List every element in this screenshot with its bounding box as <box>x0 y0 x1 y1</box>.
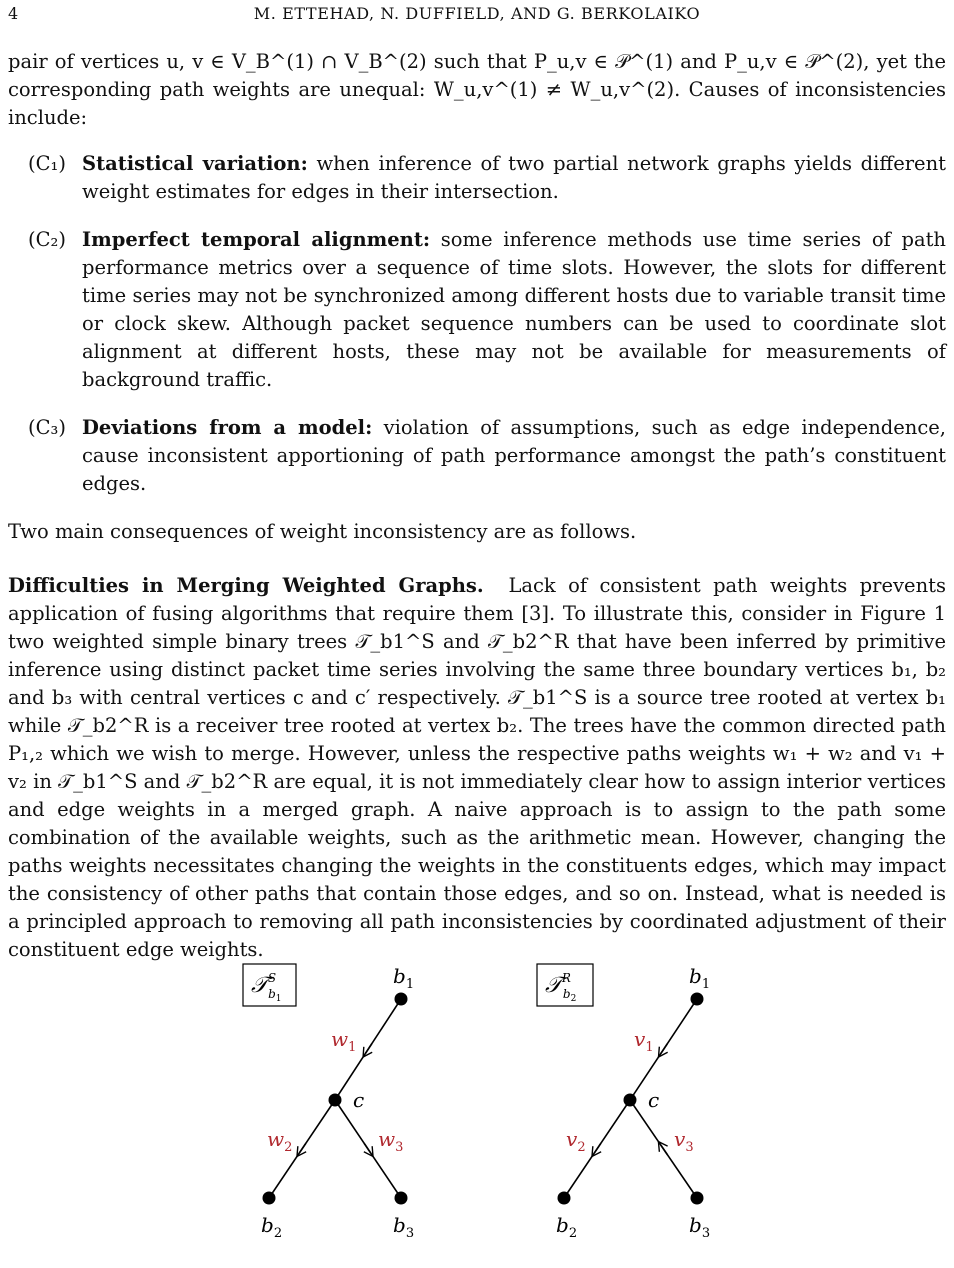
tree-label: 𝒯$^S$ b1 <box>251 971 282 1004</box>
vertex-label-leaf-right: $b_3$ <box>393 1213 415 1241</box>
cause-body: some inference methods use time series of path performance metrics over a sequence of time slots. However, the slots for different time series may not be synchronized among different hosts due to variable transit time or clock skew. Although packet sequence numbers can be used to coordinate slot alignment at different hosts, these may not be available for measurements of background traffic. <box>82 228 946 391</box>
edge-weight-label: $v_1$ <box>634 1027 654 1055</box>
cause-item-c2 <box>8 226 946 394</box>
cause-item-c3 <box>8 414 946 498</box>
node-root <box>691 993 704 1006</box>
vertex-label-root: $b_1$ <box>393 964 415 992</box>
node-leaf-right <box>691 1192 704 1205</box>
section-text: Lack of consistent path weights prevents application of fusing algorithms that require them [3]. To illustrate this, consider in Figure 1 two weighted simple binary trees 𝒯_b1^S and 𝒯_b2^R that have been inferred by primitive inference using distinct packet time series involving the same three boundary vertices b₁, b₂ and b₃ with central vertices c and c′ respectively. 𝒯_b1^S is a source tree rooted at vertex b₁ while 𝒯_b2^R is a receiver tree rooted at vertex b₂. The trees have the common directed path P₁,₂ which we wish to merge. However, unless the respective paths weights w₁ + w₂ and v₁ + v₂ in 𝒯_b1^S and 𝒯_b2^R are equal, it is not immediately clear how to assign interior vertices and edge weights in a merged graph. A naive approach is to assign to the path some combination of the available weights, such as the arithmetic mean. However, changing the paths weights necessitates changing the weights in the constituents edges, which may impact the consistency of other paths that contain those edges, and so on. Instead, what is needed is a principled approach to removing all path inconsistencies by coordinated adjustment of their constituent edge weights. <box>8 574 946 961</box>
page-body <box>8 48 946 964</box>
vertex-label-leaf-left: $b_2$ <box>556 1213 578 1241</box>
consequences-intro: Two main consequences of weight inconsistency are as follows. <box>8 520 637 543</box>
edge-weight-label: $v_2$ <box>566 1127 586 1155</box>
page-number: 4 <box>8 4 19 23</box>
cause-label: (C₃) <box>28 416 66 439</box>
vertex-label-center: c <box>353 1088 365 1112</box>
cause-text <box>82 226 946 394</box>
edge-right-arrow <box>364 1143 371 1153</box>
vertex-label-center: c <box>648 1088 660 1112</box>
cause-body: violation of assumptions, such as edge independence, cause inconsistent apportioning of path performance amongst the path’s constituent edges. <box>82 416 946 495</box>
vertex-label-leaf-left: $b_2$ <box>261 1213 283 1241</box>
paragraph-opening-text: pair of vertices u, v ∈ V_B^(1) ∩ V_B^(2) such that P_u,v ∈ 𝒫^(1) and P_u,v ∈ 𝒫^(2), yet the corresponding path weights are unequal: W_u,v^(1) ≠ W_u,v^(2). Causes of inconsistencies include: <box>8 50 946 129</box>
node-center <box>329 1094 342 1107</box>
edge-left-arrow <box>299 1143 306 1153</box>
cause-title: Imperfect temporal alignment: <box>82 228 431 251</box>
edge-right-arrow <box>661 1145 668 1155</box>
node-leaf-left <box>558 1192 571 1205</box>
node-leaf-left <box>263 1192 276 1205</box>
edge-top-arrow <box>661 1044 668 1054</box>
paragraph-opening <box>8 48 946 132</box>
edge-left-arrow <box>594 1143 601 1153</box>
edge-weight-label: $w_2$ <box>267 1127 293 1155</box>
node-center <box>624 1094 637 1107</box>
cause-text <box>82 150 946 206</box>
edge-top-arrow <box>365 1044 372 1054</box>
vertex-label-leaf-right: $b_3$ <box>689 1213 711 1241</box>
page-header <box>8 4 946 26</box>
figure-1 <box>0 948 954 1268</box>
edge-weight-label: $w_3$ <box>378 1127 404 1155</box>
running-head: M. ETTEHAD, N. DUFFIELD, AND G. BERKOLAIKO <box>253 4 701 23</box>
node-root <box>395 993 408 1006</box>
vertex-label-root: $b_1$ <box>689 964 711 992</box>
cause-text <box>82 414 946 498</box>
edge-weight-label: $w_1$ <box>331 1027 357 1055</box>
edge-weight-label: $v_3$ <box>674 1127 694 1155</box>
cause-label: (C₁) <box>28 152 66 175</box>
cause-label: (C₂) <box>28 228 66 251</box>
cause-title: Deviations from a model: <box>82 416 373 439</box>
section-heading: Difficulties in Merging Weighted Graphs. <box>8 574 484 597</box>
cause-body: when inference of two partial network graphs yields different weight estimates for edges in their intersection. <box>82 152 946 203</box>
tree-label: 𝒯$^R$ b2 <box>545 971 577 1004</box>
cause-title: Statistical variation: <box>82 152 308 175</box>
node-leaf-right <box>395 1192 408 1205</box>
section-merging <box>8 572 946 964</box>
figure-trees-svg <box>0 948 954 1268</box>
cause-item-c1 <box>8 150 946 206</box>
